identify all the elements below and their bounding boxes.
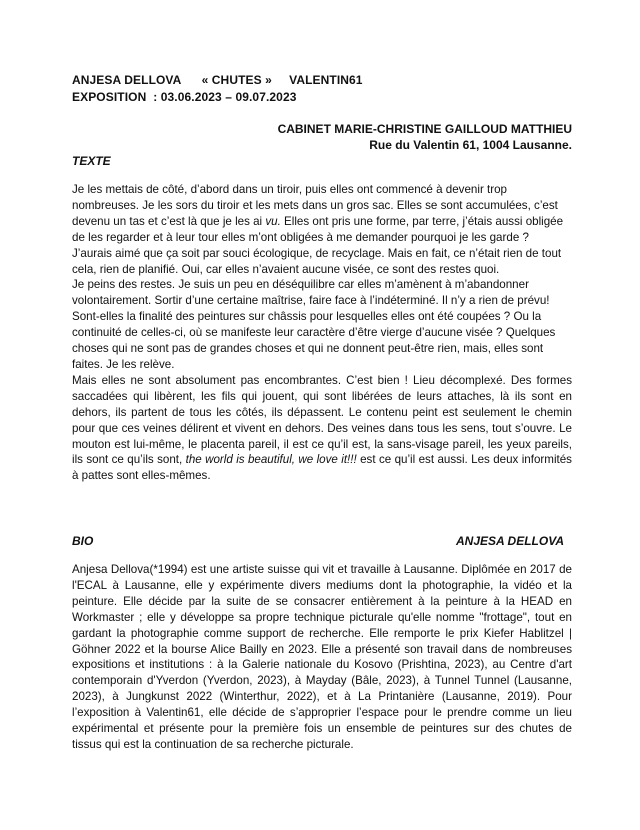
bio-heading: BIO	[72, 534, 94, 548]
header-line-2	[72, 90, 297, 106]
texte-paragraph-1: Je les mettais de côté, d’abord dans un tiroir, puis elles ont commencé à devenir trop nombreuses. Je les sors du tiroir et les mets dans un gros sac. Elles se sont accumulées, c’est devenu un tas et c’est là que je les ai vu. Elles ont pris une forme, par terre, j’étais aussi obligée de les regarder et à leur tour elles m’ont obligées à me demander pourquoi je les garde ? J’aurais aimé que ça soit par souci écologique, de recyclage. Mais en fait, ce n’était rien de tout cela, rien de planifié. Oui, car elles n’avaient aucune visée, ce sont des restes quoi.	[72, 183, 564, 276]
texte-emphasis-quote: the world is beautiful, we love it!!!	[185, 453, 357, 467]
header-line-1	[72, 73, 363, 89]
gallery-name: CABINET MARIE-CHRISTINE GAILLOUD MATTHIEU	[277, 122, 572, 136]
texte-heading: TEXTE	[72, 154, 111, 168]
exposition-label: EXPOSITION :	[72, 90, 158, 104]
header-venue: VALENTIN61	[289, 73, 363, 87]
exposition-dates: 03.06.2023 – 09.07.2023	[160, 90, 297, 104]
texte-paragraph-2: Je peins des restes. Je suis un peu en déséquilibre car elles m’amènent à m’abandonner volontairement. Sortir d’une certaine maîtrise, faire face à l’indéterminé. Il n’y a rien de prévu! Sont-elles la finalité des peintures sur châssis pour lesquelles elles ont été coupées ? Ou la continuité de celles-ci, où se manifeste leur caractère d’être vierge d’aucune visée ? Quelques choses qui ne sont pas de grandes choses et qui ne donnent peut-être rien, mais, elles sont faites. Je les relève.	[72, 278, 556, 371]
bio-artist-name: ANJESA DELLOVA	[455, 534, 564, 548]
texte-body	[72, 182, 572, 484]
texte-emphasis-vu: vu.	[265, 214, 281, 228]
header-artist: ANJESA DELLOVA	[72, 73, 181, 87]
texte-paragraph-3: Mais elles ne sont absolument pas encombrantes. C’est bien ! Lieu décomplexé. Des formes saccadées qui libèrent, les fils qui jouent, qui sont libérées de leurs attaches, là ils sont en dehors, ils partent de tous les côtés, ils dépassent. Le contenu peint est seulement le chemin pour que ces veines délirent et vivent en dehors. Des veines dans tous les sens, tout s’ouvre. Le mouton est lui-même, le placenta pareil, il est ce qu’il est, la sans-visage pareil, les yeux pareils, ils sont ce qu’ils sont, the world is beautiful, we love it!!! est ce qu’il est aussi. Les deux informités à pattes sont elles-mêmes.	[72, 373, 572, 483]
gallery-address: Rue du Valentin 61, 1004 Lausanne.	[369, 138, 572, 152]
header-title: « CHUTES »	[201, 73, 272, 87]
bio-body: Anjesa Dellova(*1994) est une artiste suisse qui vit et travaille à Lausanne. Diplômée en 2017 de l'ECAL à Lausanne, elle y expérimente divers mediums dont la photographie, la vidéo et la peinture. Elle décide par la suite de se consacrer entièrement à la peinture à la HEAD en Workmaster ; elle y développe sa propre technique picturale qu'elle nomme "frottage", tout en gardant la photographie comme support de recherche. Elle remporte le prix Kiefer Hablitzel | Göhner 2022 et la bourse Alice Bailly en 2023. Elle a présenté son travail dans de nombreuses expositions et institutions : à la Galerie nationale du Kosovo (Prishtina, 2023), au Centre d'art contemporain d'Yverdon (Yverdon, 2023), à Mayday (Bâle, 2023), à Tunnel Tunnel (Lausanne, 2023), à Jungkunst 2022 (Winterthur, 2022), et à La Printanière (Lausanne, 2019). Pour l’exposition à Valentin61, elle décide de s’approprier l’espace pour le prendre comme un lieu expérimental et présente pour la première fois un ensemble de peintures sur des chutes de tissus qui est la continuation de sa recherche picturale.	[72, 563, 572, 751]
